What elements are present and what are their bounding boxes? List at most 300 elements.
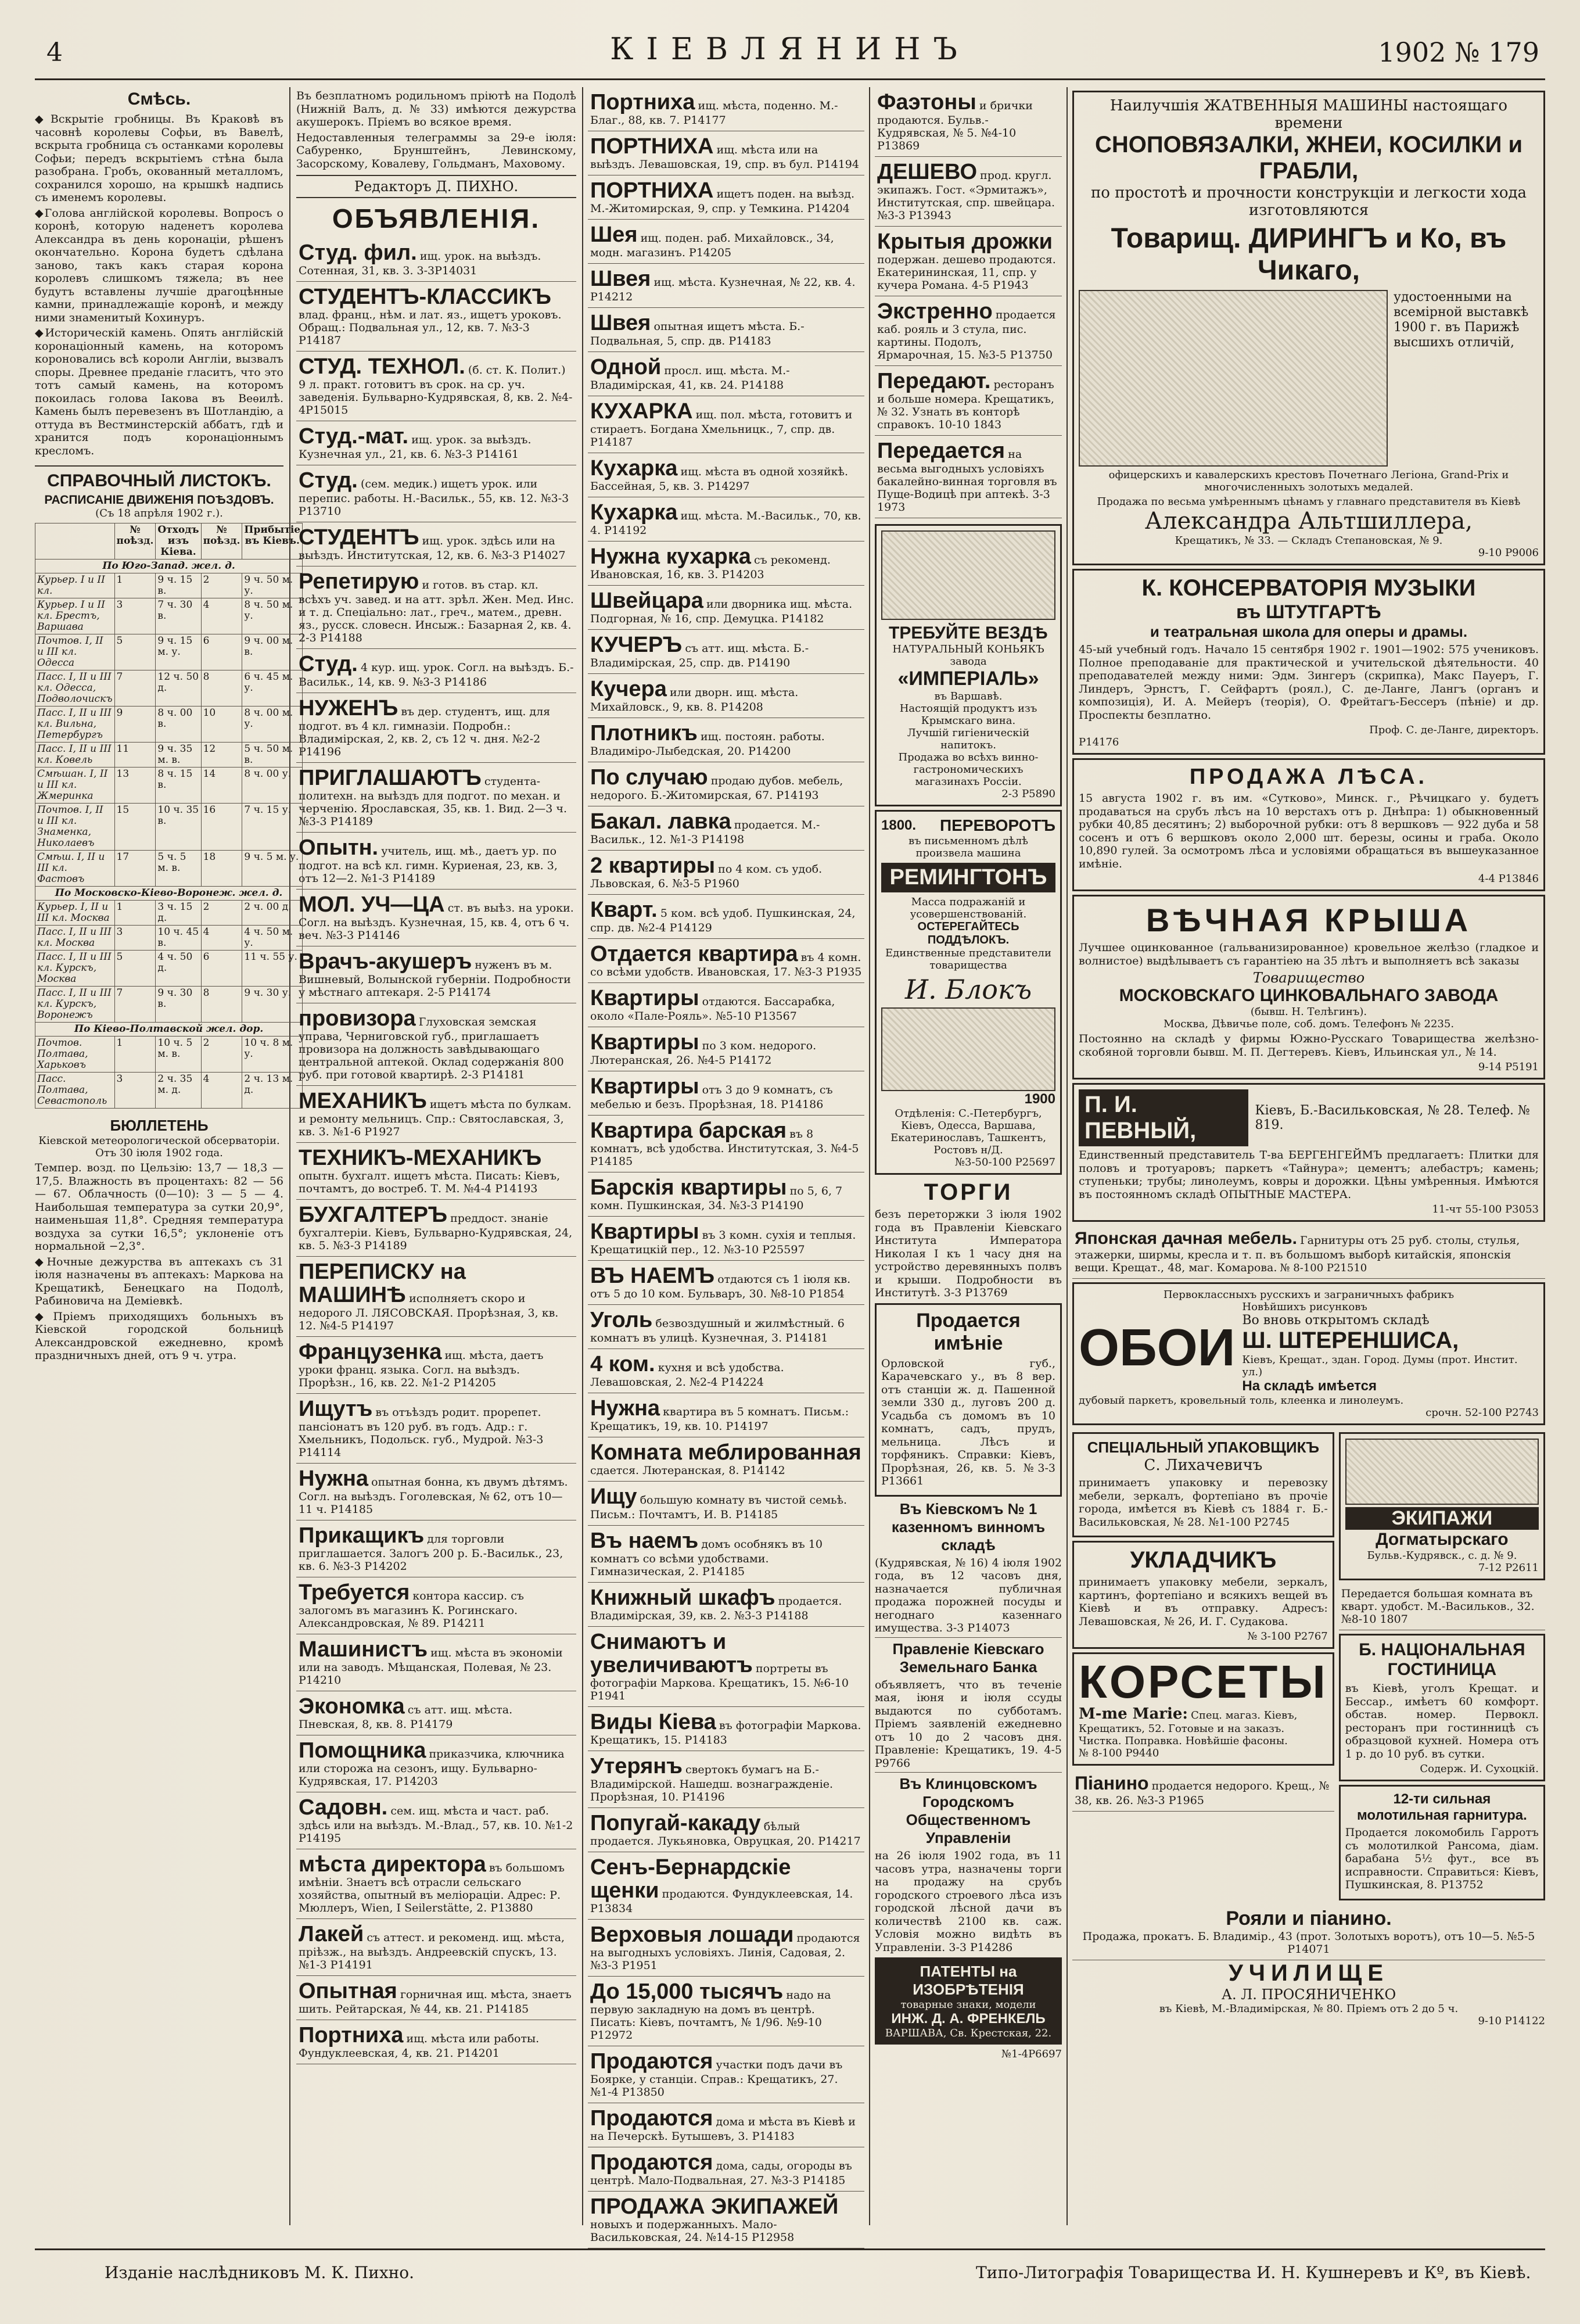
ad-lead-word: Кварт. [590, 898, 658, 922]
remington-sub: въ письменномъ дѣлѣ произвела машина [908, 835, 1029, 859]
ad-code: № 3-100 Р2767 [1247, 1630, 1328, 1642]
ad-lead-word: Французенка [299, 1340, 442, 1364]
ad-lead-word: Бакал. лавка [590, 809, 731, 834]
carriage-illustration [1345, 1439, 1539, 1505]
classified-ad [588, 2046, 864, 2103]
column-ads-3 [875, 87, 1062, 2237]
timetable-cell: 2 [201, 901, 242, 926]
editor-line: Редакторъ Д. ПИХНО. [296, 175, 576, 198]
bulletin-text: Темпер. возд. по Цельзію: 13,7 — 18,3 — 17,5. Влажность въ процентахъ: 82 — 56 — 67. Облачность (0—10): 3 — 5 — 4. Наибольшая температура за сутки 20,9°, наименьшая 11,8°. Средняя температура воздуха за сутки 16,5°; уклоненіе отъ нормальной −2,3°. [35, 1161, 283, 1253]
ad-text: въ фотографіи Маркова. Крещатикъ, 15. Р14183 [590, 1719, 861, 1746]
ad-lead-word: Требуется [299, 1580, 410, 1605]
ad-lead-word: Утерянъ [590, 1754, 683, 1778]
roof-address: Москва, Дѣвичье поле, соб. домъ. Телефонъ № 2235. [1163, 1018, 1455, 1030]
timetable-cell: 7 ч. 15 у. [242, 804, 303, 851]
ad-text: въ большомъ имѣніи. Знаетъ всѣ отрасли сельскаго хозяйства, опытный въ мелiораціи. Адрес: Р. Мюллеръ, Wien, I Seilerstätte, 2. Р13880 [299, 1862, 565, 1914]
ad-text: ищ. мѣста. М.-Васильк., 70, кв. 4. Р14192 [590, 510, 861, 537]
thresher-title: 12-ти сильная молотильная гарнитура. [1356, 1791, 1527, 1823]
timetable-cell: 3 [114, 598, 156, 634]
timetable-row [35, 634, 303, 670]
ad-text: большую комнату въ чистой семьѣ. Письм.: Почтамтъ, И. В. Р14185 [590, 1494, 847, 1521]
ad-lead-word: Плотникъ [590, 721, 698, 745]
timetable-cell: 10 [201, 706, 242, 743]
ad-text: ищ. поден. раб. Михайловск., 34, модн. магазинъ. Р14205 [590, 232, 834, 259]
classified-ad [875, 157, 1062, 227]
ad-text: съ рекоменд. Ивановская, 16, кв. 3. Р14203 [590, 554, 831, 581]
ad-text: продаются. Фундуклеевская, 14. Р13834 [590, 1888, 853, 1915]
pevny-advert [1072, 1083, 1545, 1222]
ad-text: опытная ищетъ мѣста. Б.-Подвальная, 5, спр. дв. Р14183 [590, 320, 805, 347]
classified-ad [588, 851, 864, 895]
ad-text: отъ 3 до 9 комнатъ, съ мебелью и безъ. Прорѣзная, 18. Р14186 [590, 1084, 833, 1111]
ad-code: 9-10 Р14122 [1478, 2014, 1545, 2027]
ad-text: и готов. въ стар. кл. всѣхъ уч. завед. и на атт. зрѣл. Жен. Мед. Инс. и т. д. Спецiально: лат., греч., матем., древн. яз., русск. словесн. Инсыж.: Базарная 2, кв. 4. 2-3 Р14188 [299, 579, 574, 644]
ad-lead-word: ТЕХНИКЪ-МЕХАНИКЪ [299, 1146, 542, 1170]
timetable-cell: 1 [114, 573, 156, 598]
hotel-advert [1339, 1634, 1545, 1781]
remington-firm: И. Блокъ [904, 974, 1032, 1005]
timetable-cell: 9 ч. 50 м. у. [242, 573, 303, 598]
ad-text: подержан. дешево продаются. Екатерининская, 11, спр. у кучера Романа. 4-5 Р1943 [877, 253, 1056, 292]
cognac-illustration [881, 530, 1055, 620]
ad-text: влад. франц., нѣм. и лат. яз., ищетъ уроковъ. Обращ.: Подвальная ул., 12, кв. 7. №3-3 Р14187 [299, 309, 562, 347]
ad-text: надо на первую закладную на домъ въ центрѣ. Писать: Кіевъ, почтамтъ, № 1/96. №9-10 Р12972 [590, 1989, 831, 2042]
classified-ad [296, 1337, 576, 1394]
wallpaper-advert [1072, 1282, 1545, 1425]
furniture-advert [1072, 1225, 1545, 1279]
timetable-cell: Смѣшан. I, II и III кл. Жмеринка [35, 768, 115, 804]
ad-text: ищетъ мѣста по булкам. и ремонту мельницъ. Спр.: Святославская, 3, кв. 3. №1-6 Р1927 [299, 1098, 572, 1138]
timetable-cell: 9 ч. 15 м. у. [156, 634, 201, 670]
ad-text: ищ. урок. за выѣздъ. Кузнечная ул., 21, кв. 6. №3-3 Р14161 [299, 433, 532, 461]
timetable-cell: 9 [114, 706, 156, 743]
ad-lead-word: Врачъ-акушеръ [299, 949, 472, 974]
classified-ad [588, 983, 864, 1027]
bulletin-title: БЮЛЛЕТЕНЬ [110, 1117, 209, 1134]
ad-lead-word: Ищутъ [299, 1397, 373, 1421]
classified-ad [588, 264, 864, 308]
timetable-cell: Пасс. I, II и III кл. Одесса, Подволочискъ [35, 670, 115, 706]
classified-ad [296, 1691, 576, 1735]
timetable-cell: Почтов. Полтава, Харьковъ [35, 1037, 115, 1073]
carriage-title: ЭКИПАЖИ [1345, 1507, 1539, 1530]
conservatory-text: 45-ый учебный годъ. Начало 15 сентября 1902 г. 1901—1902: 575 учениковъ. Полное преподаваніе для практической и учительской дѣятельности. 40 преподавателей между ними: Эдм. Зингеръ (скрипка), Макс Пауеръ, Г. Линдеръ, Эрнстъ, Г. Сейфартъ (роял.), С. де-Ланге, Лангъ (органъ и композиція), И. А. Мейеръ (теорія), О. Фрейтагъ-Бессеръ (пѣніе) и др. Проспекты безплатно. [1079, 643, 1539, 722]
remington-brand: РЕМИНГТОНЪ [881, 863, 1055, 892]
timetable-cell: 9 ч. 5 м. у. [242, 851, 303, 887]
ad-text: домъ особнякъ въ 10 комнатъ со всѣми удобствами. Гимназическая, 2. Р14185 [590, 1538, 823, 1578]
timetable-row [35, 1073, 303, 1109]
royals-text: Продажа, прокатъ. Б. Владимір., 43 (прот. Золотыхъ воротъ), отъ 10—5. №5-5 Р14071 [1082, 1930, 1535, 1956]
ad-lead-word: Нужна [299, 1466, 369, 1491]
timetable-cell: 5 ч. 50 м. в. [242, 743, 303, 768]
ad-lead-word: Портниха [590, 90, 695, 114]
timetable-cell: 15 [114, 804, 156, 851]
ad-lead-word: Нужна [590, 1396, 660, 1421]
carriage-advert [1339, 1432, 1545, 1580]
ad-lead-word: Крытыя дрожки [877, 229, 1053, 254]
classified-ad [588, 806, 864, 851]
classified-ad [588, 87, 864, 131]
patents-address: ВАРШАВА, Св. Крестская, 22. [885, 2027, 1052, 2039]
ad-text: дома и мѣста въ Кіевѣ и на Печерскѣ. Бутышевъ, 3. Р14183 [590, 2115, 856, 2143]
ad-lead-word: Передается [877, 439, 1006, 463]
ad-code: 11-чт 55-100 Р3053 [1432, 1203, 1539, 1215]
ad-lead-word: Квартира барская [590, 1118, 787, 1143]
estate-text: Орловской губ., Карачевскаго у., въ 8 вер. отъ станціи ж. д. Пашенной земли 330 д., луговъ 200 д. Усадьба съ домомъ въ 10 комнатъ, садъ, прудъ, мельница. Лѣсъ и торфяникъ. Справки: Кіевъ, Прорѣзная, 26, кв. 5. №3-3 Р13661 [881, 1357, 1055, 1487]
timetable-cell: По Московско-Кіево-Воронеж. жел. д. [35, 887, 303, 901]
royals-title: Рояли и піанино. [1226, 1907, 1392, 1930]
ad-lead-word: Студ. [299, 468, 358, 493]
note-item: ◆Пріемъ приходящихъ больныхъ въ Кіевской городской больницѣ Александровской ежедневно, кромѣ праздничныхъ дней, отъ 9 ч. утра. [35, 1310, 283, 1362]
column-divider [869, 87, 870, 2225]
deering-desc: по простотѣ и прочности конструкціи и легкости хода изготовляются [1090, 184, 1527, 219]
ad-lead-word: Студ.-мат. [299, 424, 409, 449]
classified-ad [588, 1027, 864, 1071]
ad-text: ищ. пол. мѣста, готовитъ и стираетъ. Богдана Хмельницк., 7, спр. дв. Р14187 [590, 408, 853, 449]
ad-lead-word: ПЕРЕПИСКУ на МАШИНѢ [299, 1260, 466, 1307]
classified-ad [296, 693, 576, 763]
warehouse-title: Въ Кіевскомъ № 1 казенномъ винномъ складѣ [891, 1500, 1046, 1554]
ad-lead-word: провизора [299, 1006, 416, 1031]
classified-ad [588, 1217, 864, 1261]
ad-text: приказчика, ключника или сторожа на сезонъ, ищу. Бульварно-Кудрявская, 17. Р14203 [299, 1748, 565, 1788]
timetable-cell: 12 [201, 743, 242, 768]
classified-ad [588, 586, 864, 630]
patents-sub: товарные знаки, модели [900, 1999, 1036, 2011]
timetable-cell: 5 [114, 634, 156, 670]
news-item: ◆Вскрытіе гробницы. Въ Краковѣ въ часовнѣ королевы Софьи, въ Вавелѣ, вскрыта гробница съ останками королевы Софьи; передъ вскрытіемъ стѣна была разобрана. Гробъ, окованный металломъ, сохранился хорошо, на крышкѣ надпись съ именемъ королевы. [35, 113, 283, 204]
timetable-cell: Пасс. I, II и III кл. Вильна, Петербургъ [35, 706, 115, 743]
classified-ad [588, 1071, 864, 1116]
ad-text: или дворн. ищ. мѣста. Михайловск., 9, кв. 8. Р14208 [590, 686, 799, 713]
ad-lead-word: Прикащикъ [299, 1523, 425, 1548]
ad-text: ищ. урок. на выѣздъ. Сотенная, 31, кв. 3. 3-3Р14031 [299, 250, 541, 277]
ad-text: (сем. медик.) ищетъ урок. или перепис. работы. Н.-Васильк., 55, кв. 12. №3-3 Р13710 [299, 478, 569, 518]
typewriter-illustration [881, 1007, 1055, 1091]
hotel-owner: Содерж. И. Сухоцкій. [1420, 1763, 1539, 1775]
ad-text: въ дер. студентъ, ищ. для подгот. въ 4 кл. гимназіи. Подробн.: Владимірская, 2, кв. 2, съ 12 ч. дня. №2-2 Р14196 [299, 705, 551, 758]
classified-ad [296, 1792, 576, 1849]
classified-ad [296, 833, 576, 890]
timetable-cell: 2 ч. 13 м. д. [242, 1073, 303, 1109]
classified-ad [588, 1116, 864, 1172]
deering-firm: Товарищ. ДИРИНГЪ и Ко, въ Чикаго, [1111, 223, 1507, 286]
ad-lead-word: Машинистъ [299, 1637, 428, 1662]
classified-ad [296, 282, 576, 352]
ad-text: ищ. мѣста или работы. Фундуклеевская, 4, кв. 21. Р14201 [299, 2032, 540, 2060]
ad-lead-word: Швейцара [590, 589, 703, 613]
classified-ad [588, 497, 864, 541]
classified-ad [296, 352, 576, 421]
ad-text: новыхъ и подержанныхъ. Мало-Васильковская, 24. №14-15 Р12958 [590, 2218, 795, 2244]
deering-advert [1072, 91, 1545, 565]
remington-advert [875, 810, 1062, 1175]
column-divider [1066, 87, 1068, 2225]
classified-ad [588, 939, 864, 983]
cognac-line: НАТУРАЛЬНЫЙ КОНЬЯКЪ [892, 643, 1044, 655]
timetable-cell: 17 [114, 851, 156, 887]
ad-lead-word: Кучера [590, 677, 667, 701]
ad-lead-word: ПРИГЛАШАЮТЪ [299, 766, 482, 790]
classified-ad [296, 649, 576, 693]
timetable-cell: 9 ч. 30 в. [156, 987, 201, 1023]
ad-text: прод. кругл. экипажъ. Гост. «Эрмитажъ», Институтская, спр. швейцара. №3-3 Р13943 [877, 169, 1055, 222]
ad-code: 9-10 Р9006 [1478, 547, 1539, 559]
harvester-illustration [1079, 290, 1388, 467]
timetable-header-cell: № поѣзд. [201, 523, 242, 560]
deering-intro: Наилучшія ЖАТВЕННЫЯ МАШИНЫ настоящаго времени [1109, 97, 1508, 132]
pevny-text: Единственный представитель Т-ва БЕРГЕНГЕЙМЪ предлагаетъ: Плитки для половъ и тротуаровъ; паркетъ «Тайнура»; цементъ; алебастръ; камень; ступеньки; трубы; линолеумъ, ковры и дорожки. Цѣны умѣренныя. Имѣются въ постоянномъ складѣ ОПЫТНЫЕ МАСТЕРА. [1079, 1149, 1539, 1201]
corset-maker: M-me Marie: [1079, 1705, 1188, 1723]
pevny-address: Кіевъ, Б.-Васильковская, № 28. Телеф. № 819. [1255, 1103, 1530, 1132]
ad-text: по 4 ком. съ удоб. Львовская, 6. №3-5 Р1960 [590, 863, 823, 890]
timetable-cell: 4 [201, 926, 242, 951]
classified-ad [296, 1200, 576, 1257]
deering-address: Крещатикъ, № 33. — Складъ Степановская, № 9. [1175, 535, 1443, 547]
column-divider [289, 87, 290, 2225]
ad-lead-word: СТУДЕНТЪ-КЛАССИКЪ [299, 285, 551, 309]
ad-text: свертокъ бумагъ на Б.-Владимірской. Нашедш. вознагражденіе. Прорѣзная, 10. Р14196 [590, 1763, 834, 1803]
timetable-row [35, 743, 303, 768]
timetable-row [35, 987, 303, 1023]
timetable-header-row [35, 523, 303, 560]
wallpaper-firm: Ш. ШТЕРЕНШИСА, [1242, 1328, 1459, 1353]
classified-ad [588, 1393, 864, 1437]
ad-text: съ аттест. и рекоменд. ищ. мѣста, пріѣзж., на выѣздъ. Андреевскій спускъ, 13. №1-3 Р14191 [299, 1931, 565, 1971]
ad-code: № 8-100 Р21510 [1280, 1262, 1367, 1274]
classified-ad [296, 1257, 576, 1337]
classified-ad [296, 421, 576, 465]
ad-lead-word: Верховыя лошади [590, 1923, 794, 1947]
ad-lead-word: Квартиры [590, 986, 699, 1010]
ad-code: № 8-100 Р9440 [1079, 1747, 1159, 1759]
ad-lead-word: Экстренно [877, 299, 993, 324]
timetable-cell: 9 ч. 35 м. в. [156, 743, 201, 768]
classified-ad [588, 2147, 864, 2192]
klinci-text: на 26 іюля 1902 года, въ 11 часовъ утра, назначены торги на продажу на срубъ городского строевого лѣса изъ городской лѣсной дачи въ количествѣ 2100 кв. саж. Условія можно видѣть въ Управленіи. 3-3 Р14286 [875, 1849, 1062, 1954]
cognac-line: Лучшій гигіеническій напитокъ. [907, 727, 1030, 751]
ad-code: Р14176 [1079, 736, 1119, 748]
ukladchik-advert [1072, 1541, 1334, 1649]
ads-list [296, 238, 576, 2064]
classified-ad [588, 1305, 864, 1349]
remington-branches: Отдѣленія: С.-Петербургъ, Кіевъ, Одесса, Варшава, Екатеринославъ, Ташкентъ, Ростовъ н/Д. [890, 1107, 1046, 1156]
timetable-cell: 7 ч. 30 в. [156, 598, 201, 634]
timetable-row [35, 706, 303, 743]
timetable-cell: 6 [201, 951, 242, 987]
ads-list [875, 87, 1062, 518]
ad-lead-word: По случаю [590, 765, 708, 790]
timetable-row [35, 926, 303, 951]
classified-ad [588, 674, 864, 718]
timetable-cell: 7 [114, 670, 156, 706]
roof-firm: МОСКОВСКАГО ЦИНКОВАЛЬНАГО ЗАВОДА [1119, 986, 1499, 1005]
ad-lead-word: Швея [590, 311, 651, 335]
conservatory-sub2: и театральная школа для оперы и драмы. [1150, 623, 1468, 640]
news-item: ◆Голова англійской королевы. Вопросъ о коронѣ, которую наденетъ королева Александра въ день коронаціи, рѣшенъ окончательно. Корона будетъ сдѣлана заново, такъ какъ старая корона королевъ слишкомъ тяжела; въ нее будутъ вставлены лучшіе драгоцѣнные камни, принадлежащіе коронѣ, и между ними знаменитый Кохинуръ. [35, 206, 283, 324]
bulletin-date: Отъ 30 іюля 1902 года. [95, 1147, 223, 1159]
ad-text: продаю дубов. мебель, недорого. Б.-Житомирская, 67. Р14193 [590, 774, 843, 802]
patents-firm: ИНЖ. Д. А. ФРЕНКЕЛЬ [891, 2011, 1046, 2027]
classified-ad [588, 1583, 864, 1627]
roof-firm-pre: Товарищество [1252, 970, 1365, 986]
ad-text: студента-политехн. на выѣздъ для подгот. по механ. и черченію. Ярославская, 35, кв. 1. Вид. 2—3 ч. №3-3 Р14189 [299, 775, 568, 828]
timetable-cell: 12 ч. 50 д. [156, 670, 201, 706]
ad-lead-word: СТУД. ТЕХНОЛ. [299, 354, 465, 379]
timetable-header-cell: Отходъ изъ Кіева. [156, 523, 201, 560]
remington-tagline: Масса подражаній и усовершенствованій. [910, 896, 1027, 920]
classified-ad [296, 763, 576, 833]
ad-text: дома, сады, огороды въ центрѣ. Мало-Подвальная, 27. №3-3 Р14185 [590, 2160, 852, 2187]
classified-ad [588, 2103, 864, 2147]
ad-text: безвоздушный и жилмѣстный. 6 комнатъ въ улицѣ. Кузнечная, 3. Р14181 [590, 1317, 845, 1344]
classified-ad [296, 465, 576, 522]
timetable-cell: 10 ч. 5 м. в. [156, 1037, 201, 1073]
timetable-cell: 2 [201, 1037, 242, 1073]
deering-sale: Продажа по весьма умѣреннымъ цѣнамъ у главнаго представителя въ Кіевѣ [1097, 496, 1521, 508]
ad-lead-word: Въ наемъ [590, 1529, 699, 1553]
ad-text: (б. ст. К. Полит.) 9 л. практ. готовитъ въ срок. на ср. уч. заведенія. Бульварно-Кудрявская, 8, кв. 2. №4-4Р15015 [299, 364, 573, 417]
ad-text: ищ. мѣста, поденно. М.-Благ., 88, кв. 7. Р14177 [590, 99, 838, 127]
ad-text: 4 кур. ищ. урок. Согл. на выѣздъ. Б.-Васильк., 14, кв. 9. №3-3 Р14186 [299, 661, 574, 688]
estate-title: Продается имѣніе [916, 1309, 1021, 1354]
train-timetable [35, 523, 303, 1109]
timetable-cell: 8 [201, 987, 242, 1023]
ad-text: съ атт. ищ. мѣста. Пневская, 8, кв. 8. Р14179 [299, 1703, 513, 1731]
patents-title: ПАТЕНТЫ на ИЗОБРѢТЕНІЯ [913, 1963, 1024, 1998]
ad-text: Глуховская земская управа, Черниговской губ., приглашаетъ провизора на должность завѣдывающаго центральной аптекой. Оклад содержанія 800 руб. при готовой квартирѣ. 2-3 Р14181 [299, 1016, 564, 1081]
packer-text: принимаетъ упаковку и перевозку мебели, зеркалъ, фортепіано въ прочіе города, имѣется въ Кіевѣ съ 1884 г. Б.-Васильковская, № 28. №1-100 Р2745 [1079, 1476, 1328, 1529]
thresher-advert [1339, 1785, 1545, 1900]
newspaper-title: КІЕВЛЯНИНЪ [610, 32, 970, 67]
ad-text: по 5, 6, 7 комн. Пушкинская, 34. №3-3 Р14190 [590, 1185, 843, 1212]
timetable-cell: 7 [114, 987, 156, 1023]
timetable-cell: 11 ч. 55 у. [242, 951, 303, 987]
ad-text: для торговли приглашается. Залогъ 200 р. Б.-Васильк., 23, кв. 6. №3-3 Р14202 [299, 1533, 563, 1573]
timetable-cell: 13 [114, 768, 156, 804]
conservatory-sub: въ ШТУТГАРТѢ [1236, 601, 1381, 622]
forest-title: ПРОДАЖА ЛѢСА. [1189, 765, 1428, 789]
torgi-title: ТОРГИ [924, 1179, 1013, 1205]
roof-sale: Постоянно на складѣ у фирмы Южно-Русскаго Товарищества желѣзно-скобяной торговли бывш. М. П. Дегтеревъ. Кіевъ, Ильинская ул., № 14. [1079, 1032, 1539, 1059]
deering-machines: СНОПОВЯЗАЛКИ, ЖНЕИ, КОСИЛКИ и ГРАБЛИ, [1094, 132, 1523, 184]
timetable-cell: Курьер. I и II кл. Брестъ, Варшава [35, 598, 115, 634]
thresher-text: Продается локомобиль Гарротъ съ молотилкой Рансома, діам. барабана 5½ фут., все въ исправности. Справиться: Кіевъ, Пушкинская, 8. Р13752 [1345, 1826, 1539, 1891]
note-item: ◆Ночные дежурства въ аптекахъ съ 31 іюля назначены въ аптекахъ: Маркова на Крещатикѣ, Бенецкаго на Подолѣ, Рабиновича на Демiевкѣ. [35, 1255, 283, 1307]
timetable-row [35, 598, 303, 634]
ad-text: квартира въ 5 комнатъ. Письм.: Крещатикъ, 19, кв. 10. Р14197 [590, 1405, 849, 1433]
timetable-cell: 3 [114, 1073, 156, 1109]
ad-lead-word: 2 квартиры [590, 853, 716, 878]
cognac-headline: ТРЕБУЙТЕ ВЕЗДѢ [889, 623, 1048, 643]
classified-ad [588, 352, 864, 396]
classified-ad [588, 1172, 864, 1217]
ad-lead-word: МЕХАНИКЪ [299, 1089, 427, 1113]
timetable-cell: 10 ч. 35 в. [156, 804, 201, 851]
ad-text: ресторанъ и больше номера. Крещатикъ, № 32. Узнать въ конторѣ справокъ. 10-10 1843 [877, 378, 1054, 431]
ad-lead-word: Опытн. [299, 835, 379, 860]
ad-lead-word: Кухарка [590, 456, 678, 480]
ad-text: продается каб. рояль и 3 стула, пис. картины. Подолъ, Ярмарочная, 15. №3-5 Р13750 [877, 309, 1056, 361]
timetable-row [35, 768, 303, 804]
ad-lead-word: КУХАРКА [590, 399, 693, 424]
timetable-cell: 18 [201, 851, 242, 887]
conservatory-director: Проф. С. де-Ланге, директоръ. [1369, 724, 1539, 736]
cognac-line: въ Варшавѣ. [934, 690, 1003, 702]
cognac-line: Продажа во всѣхъ винно-гастрономическихъ магазинахъ Россіи. [898, 751, 1039, 788]
timetable-subtitle: РАСПИСАНІЕ ДВИЖЕНІЯ ПОѢЗДОВЪ. [44, 493, 274, 507]
timetable-cell: 16 [201, 804, 242, 851]
classified-ad [588, 2192, 864, 2248]
ad-text: ищ. урок. здѣсь или на выѣздъ. Институтская, 12, кв. 6. №3-3 Р14027 [299, 535, 566, 562]
masthead-rule [35, 78, 1545, 80]
timetable-cell: 2 [201, 573, 242, 598]
ad-lead-word: Ищу [590, 1484, 637, 1509]
ad-lead-word: Попугай-какаду [590, 1811, 761, 1835]
classified-ad [588, 1852, 864, 1920]
classified-ad [296, 1849, 576, 1919]
furniture-title: Японская дачная мебель. [1075, 1229, 1297, 1248]
torgi-text: безъ переторжки 3 іюля 1902 года въ Правленіи Кіевскаго Института Императора Николая I къ 1 часу дня на устройство деревянныхъ полвъ и крыши. Подробности въ Институтѣ. 3-3 Р13769 [875, 1208, 1062, 1299]
wallpaper-address: Кіевъ, Крещат., здан. Город. Думы (прот. Инстит. ул.) [1242, 1354, 1518, 1378]
classified-ad [588, 1808, 864, 1852]
timetable-row [35, 887, 303, 901]
telegrams-notice: Недоставленныя телеграммы за 29-е іюля: Сабуренко, Брунштейнъ, Левинскому, Засорскому, Ковалеву, Гольдманъ, Маховому. [296, 131, 576, 170]
ukladchik-text: принимаетъ упаковку мебели, зеркалъ, картинъ, фортепіано и всякихъ вещей въ Кіевѣ и въ отправку. Адресъ: Левашовская, № 26, И. Г. Судакова. [1079, 1576, 1328, 1628]
timetable-cell: 1 [114, 901, 156, 926]
ad-lead-word: Экономка [299, 1694, 405, 1719]
column-divider [582, 87, 583, 2225]
ad-text: опытн. бухгалт. ищетъ мѣста. Писать: Кіевъ, почтамтъ, до востреб. Т. М. №4-4 Р14193 [299, 1170, 561, 1195]
classified-ad [588, 131, 864, 175]
forest-text: 15 августа 1902 г. въ им. «Сутково», Минск. г., Рѣчицкаго у. будетъ продаваться на срубъ лѣсъ на 10 верстахъ отъ р. Днѣпра: 1) обыкновенный рубки 40,85 десятинъ; 2) выборочной рубки: отъ 8 вершковъ — 922 дуба и 58 сосенъ и отъ 6 вершковъ около 2,000 шт. березы, осины и граба. Около 10,890 гулей. За осмотромъ лѣса и условіями обращаться въ вышеуказанное имѣніе. [1079, 792, 1539, 870]
ad-text: ст. въ выѣз. на уроки. Согл. на выѣздъ. Кузнечная, 15, кв. 4, отъ 6 ч. веч. №3-3 Р14146 [299, 902, 574, 942]
classified-ad [588, 1261, 864, 1305]
classified-ad [875, 296, 1062, 366]
ad-text: ищетъ поден. на выѣзд. М.-Житомирская, 9, спр. у Темкина. Р14204 [590, 188, 854, 215]
ad-lead-word: Барскія квартиры [590, 1175, 787, 1200]
timetable-title: СПРАВОЧНЫЙ ЛИСТОКЪ. [35, 465, 283, 491]
timetable-row [35, 851, 303, 887]
ad-lead-word: Лакей [299, 1922, 364, 1946]
classified-ad [296, 1520, 576, 1577]
ad-lead-word: Фаэтоны [877, 90, 976, 114]
roof-firm-sub: (бывш. Н. Телѣгинъ). [1250, 1006, 1367, 1018]
classified-ad [588, 1349, 864, 1393]
ad-lead-word: НУЖЕНЪ [299, 696, 398, 720]
piano-text: продается недорого. Крещ., № 38, кв. 26. №3-3 Р1965 [1075, 1780, 1330, 1807]
ad-text: по 3 ком. недорого. Лютеранская, 26. №4-5 Р14172 [590, 1039, 817, 1067]
footer-rule [35, 2248, 1545, 2250]
classified-ad [296, 1464, 576, 1520]
classified-ad [296, 2020, 576, 2064]
timetable-cell: 8 ч. 00 м. у. [242, 706, 303, 743]
timetable-cell: Смѣш. I, II и III кл. Фастовъ [35, 851, 115, 887]
ad-lead-word: Квартиры [590, 1074, 699, 1099]
timetable-cell: 8 ч. 00 в. [156, 706, 201, 743]
ad-code: 7-12 Р2611 [1478, 1562, 1539, 1574]
ad-text: преддост. знаніе бухгалтеріи. Кіевъ, Бульварно-Кудрявская, 24, кв. 5. №3-3 Р14189 [299, 1212, 573, 1252]
ad-lead-word: ПРОДАЖА ЭКИПАЖЕЙ [590, 2194, 839, 2219]
classified-ad [296, 238, 576, 282]
ad-code: 2-3 Р5890 [1001, 788, 1055, 800]
ad-text: 5 ком. всѣ удоб. Пушкинская, 24, спр. дв. №2-4 Р14129 [590, 907, 856, 934]
ad-lead-word: ПОРТНИХА [590, 134, 714, 159]
timetable-cell: 6 [201, 634, 242, 670]
timetable-cell: 4 ч. 50 д. [156, 951, 201, 987]
classified-ad [588, 453, 864, 497]
timetable-cell: Почтов. I, II и III кл. Одесса [35, 634, 115, 670]
